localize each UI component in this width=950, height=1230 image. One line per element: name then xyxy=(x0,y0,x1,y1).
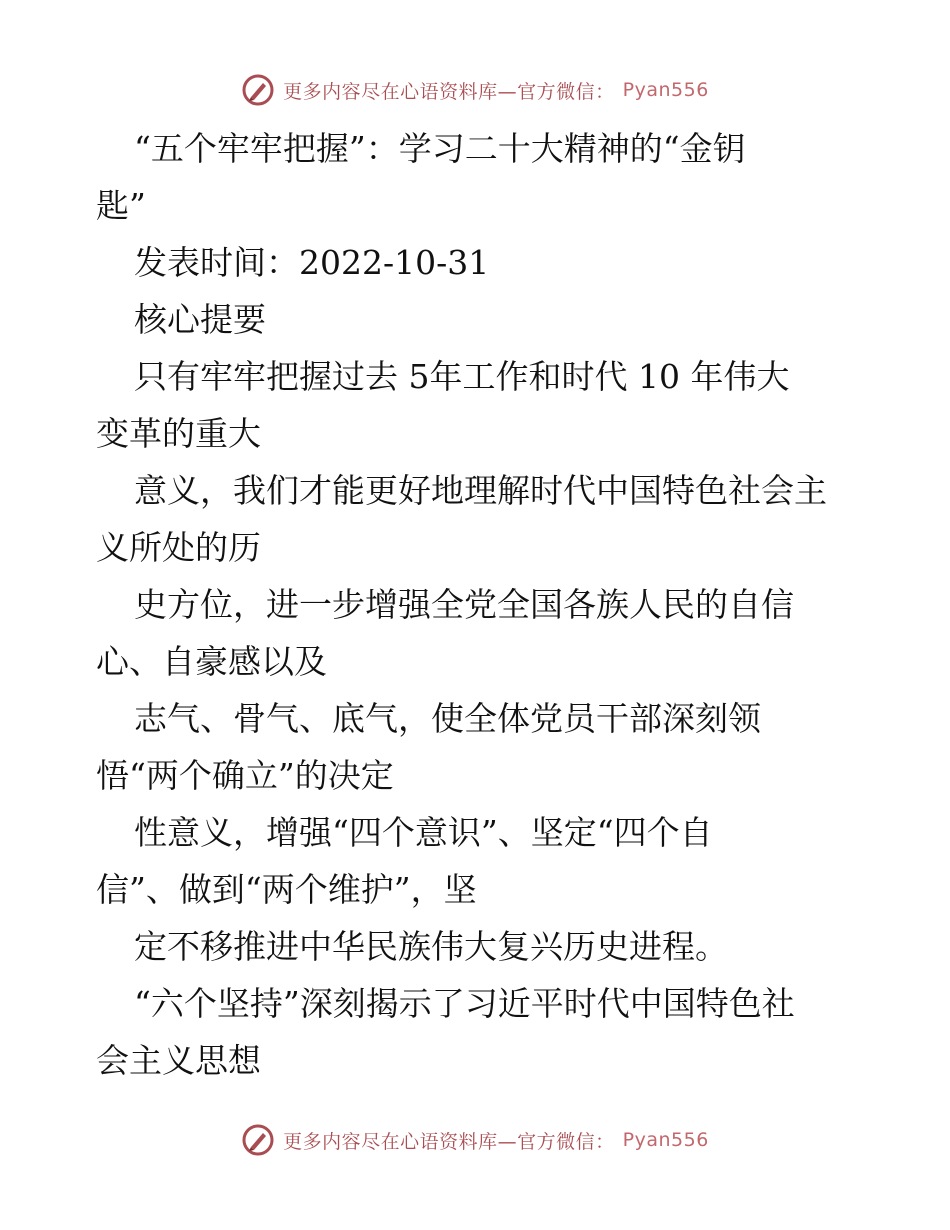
watermark-header xyxy=(0,70,950,110)
watermark-wechat-id: Pyan556 xyxy=(622,1129,709,1151)
document-title-line-1: “五个牢牢把握”：学习二十大精神的“金钥 xyxy=(134,129,746,168)
publish-date: 发表时间：2022-10-31 xyxy=(134,243,490,282)
watermark-footer xyxy=(0,1120,950,1160)
body-line: 志气、骨气、底气，使全体党员干部深刻领 xyxy=(134,699,761,738)
body-line: 性意义，增强“四个意识”、坚定“四个自 xyxy=(134,813,713,852)
body-line: 意义，我们才能更好地理解时代中国特色社会主 xyxy=(134,471,827,510)
pen-nib-circle-icon xyxy=(241,1123,275,1157)
pen-nib-circle-icon xyxy=(241,73,275,107)
body-line: 变革的重大 xyxy=(96,414,261,453)
watermark-text: 更多内容尽在心语资料库—官方微信： xyxy=(283,80,615,103)
section-heading: 核心提要 xyxy=(134,300,266,339)
body-line: 义所处的历 xyxy=(96,528,261,567)
watermark-text: 更多内容尽在心语资料库—官方微信： xyxy=(283,1130,615,1153)
body-line: 心、自豪感以及 xyxy=(96,642,327,681)
body-line: 会主义思想 xyxy=(96,1041,261,1080)
body-line: “六个坚持”深刻揭示了习近平时代中国特色社 xyxy=(134,984,795,1023)
body-line: 定不移推进中华民族伟大复兴历史进程。 xyxy=(134,927,728,966)
body-line: 信”、做到“两个维护”，坚 xyxy=(96,870,477,909)
body-line: 史方位，进一步增强全党全国各族人民的自信 xyxy=(134,585,794,624)
document-body xyxy=(96,120,876,1089)
body-line: 悟“两个确立”的决定 xyxy=(96,756,394,795)
document-title-line-2: 匙” xyxy=(96,186,146,225)
body-line: 只有牢牢把握过去 5年工作和时代 10 年伟大 xyxy=(134,357,790,396)
watermark-wechat-id: Pyan556 xyxy=(622,79,709,101)
